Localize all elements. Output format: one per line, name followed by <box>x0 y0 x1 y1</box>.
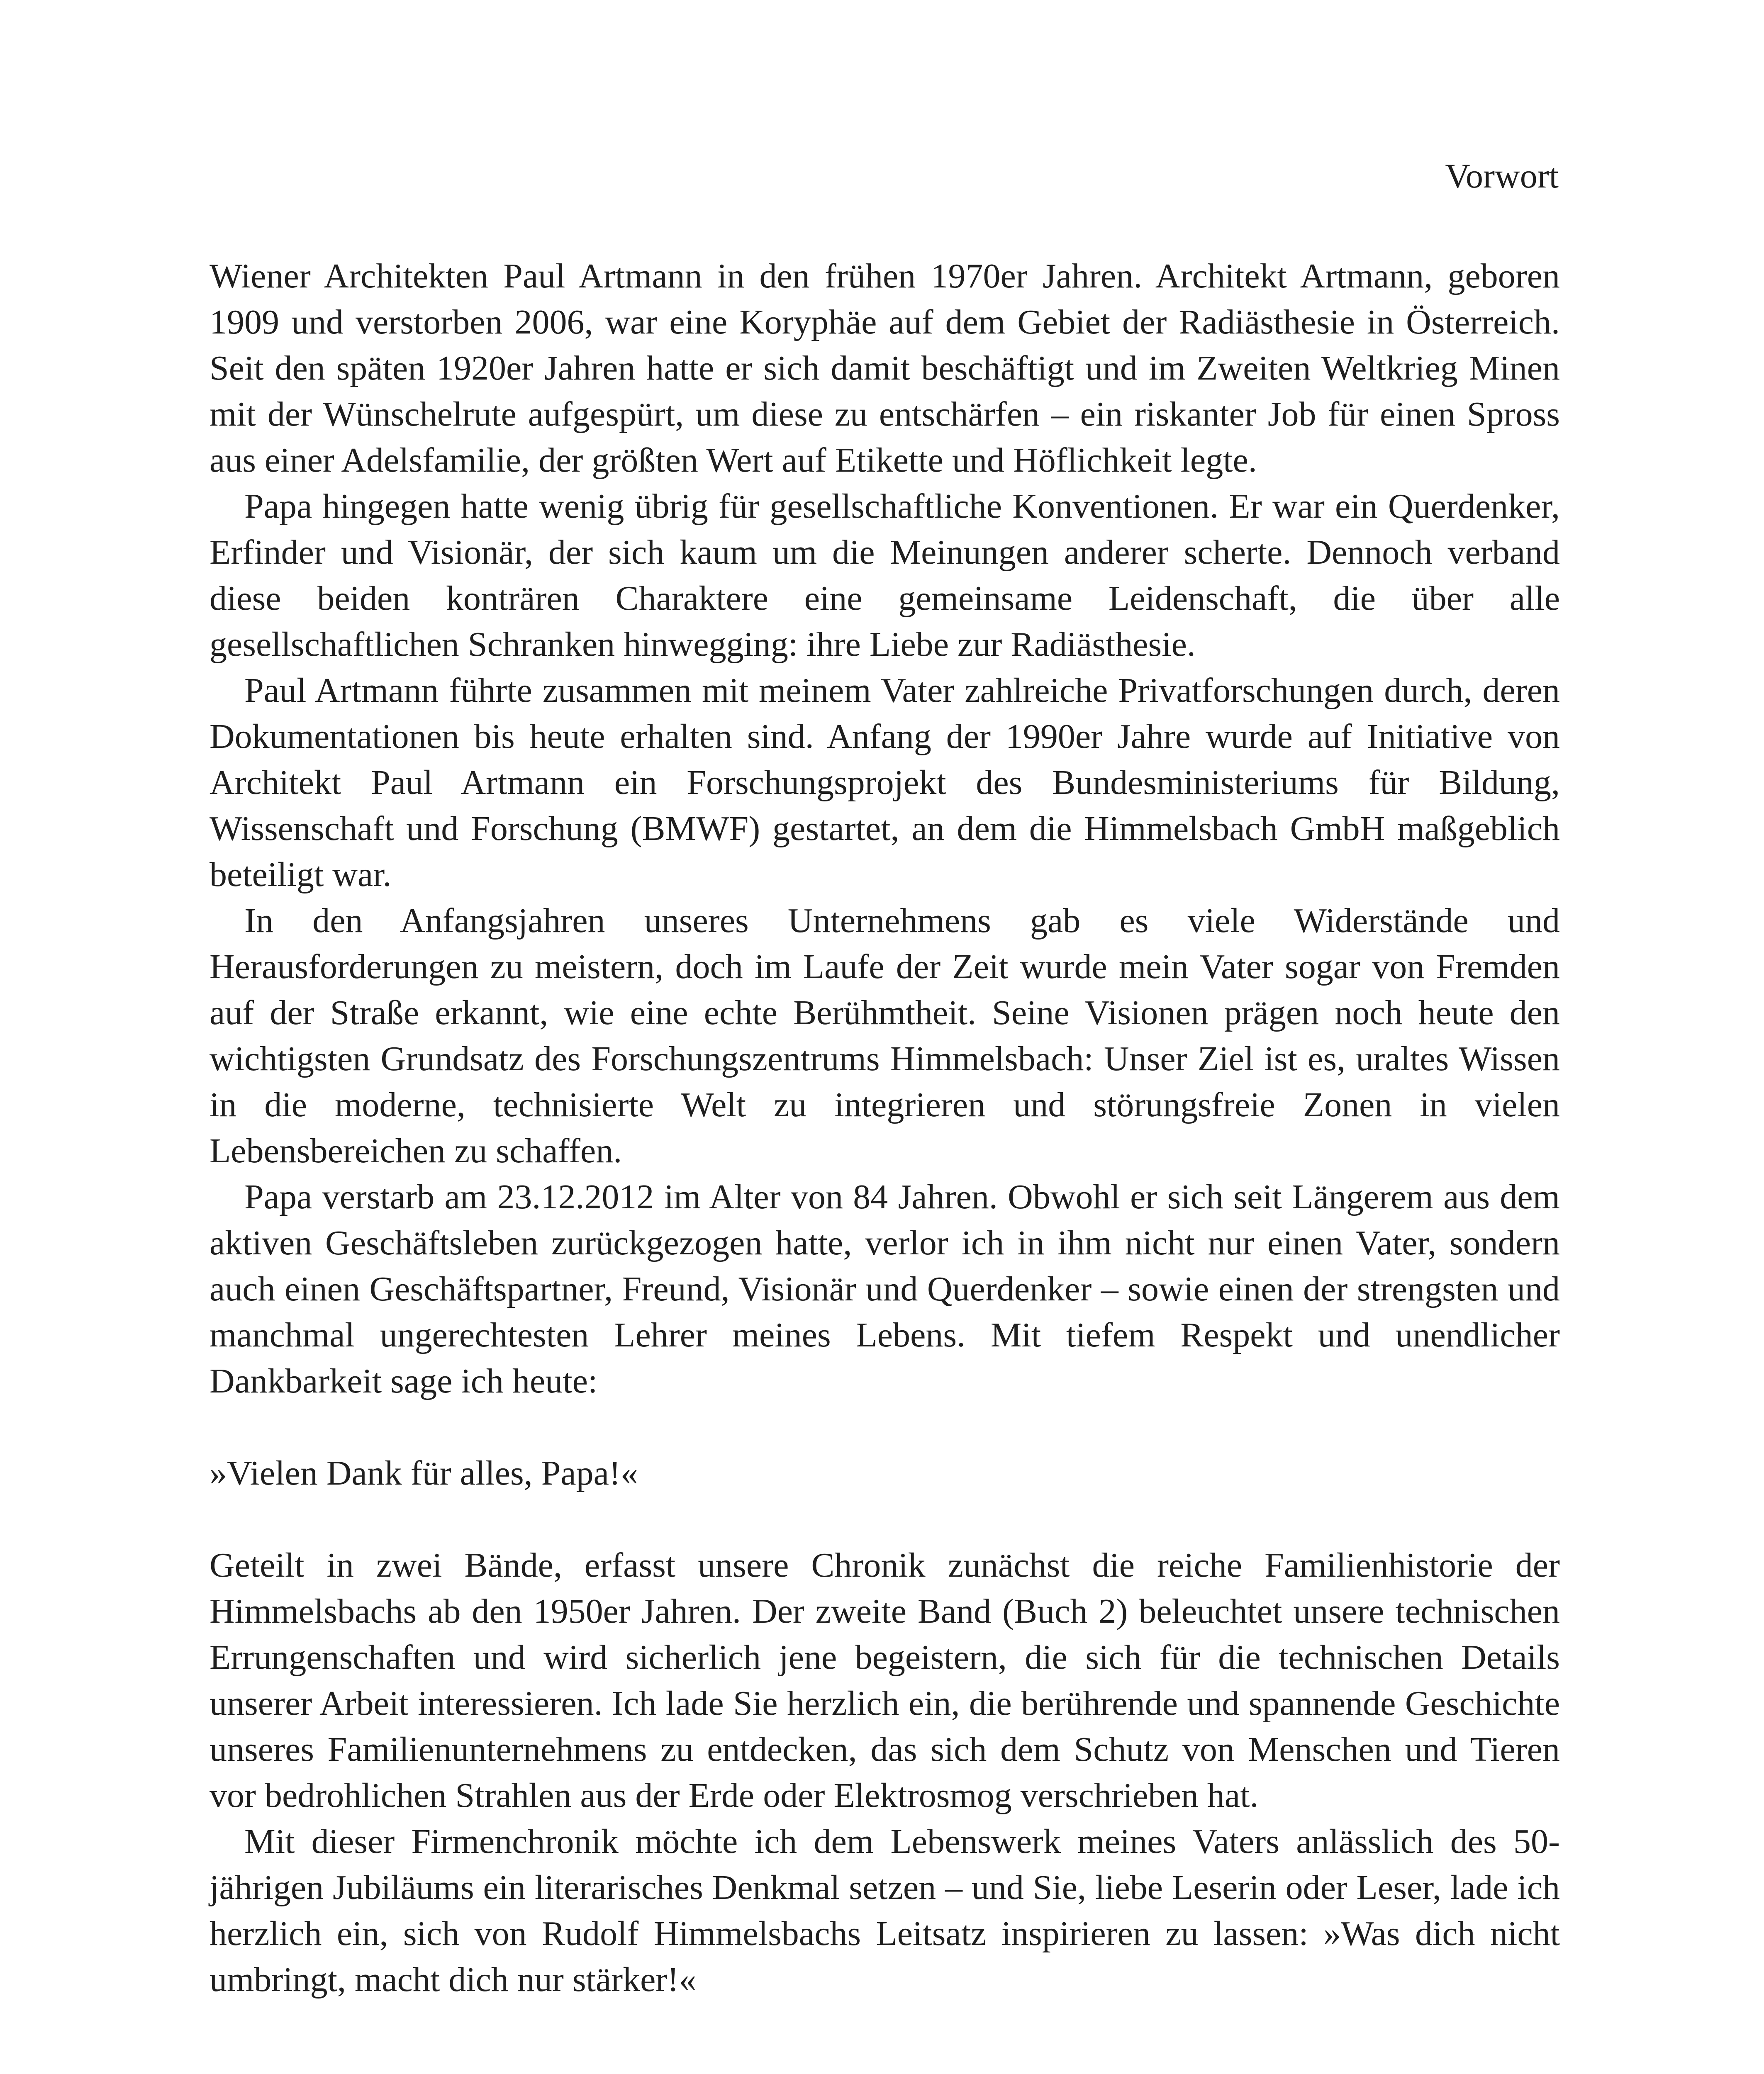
blank-line <box>210 1496 1560 1542</box>
paragraph: Papa verstarb am 23.12.2012 im Alter von 84 Jahren. Obwohl er sich seit Längerem aus dem aktiven Geschäftsleben zurückgezogen hatte, verlor ich in ihm nicht nur einen Vater, sondern auch einen Geschäftspartner, Freund, Visionär und Querdenker – sowie einen der strengsten und manchmal ungerechtesten Lehrer meines Lebens. Mit tiefem Respekt und unendlicher Dankbarkeit sage ich heute: <box>210 1178 1560 1400</box>
quote-line: »Vielen Dank für alles, Papa!« <box>210 1454 638 1492</box>
paragraph: Mit dieser Firmenchronik möchte ich dem Lebenswerk meines Vaters anlässlich des 50-jährigen Jubiläums ein literarisches Denkmal setzen – und Sie, liebe Leserin oder Leser, lade ich herzlich ein, sich von Rudolf Himmelsbachs Leitsatz inspirieren zu lassen: »Was dich nicht umbringt, macht dich nur stärker!« <box>210 1822 1560 1999</box>
blank-line <box>210 1404 1560 1450</box>
running-head: Vorwort <box>1445 157 1559 195</box>
paragraph: In den Anfangsjahren unseres Unternehmens gab es viele Widerstände und Herausforderungen zu meistern, doch im Laufe der Zeit wurde mein Vater sogar von Fremden auf der Straße erkannt, wie eine echte Berühmtheit. Seine Visionen prägen noch heute den wichtigsten Grundsatz des Forschungszentrums Himmelsbach: Unser Ziel ist es, uraltes Wissen in die moderne, technisierte Welt zu integrieren und störungsfreie Zonen in vielen Lebensbereichen zu schaffen. <box>210 901 1560 1170</box>
paragraph: Geteilt in zwei Bände, erfasst unsere Chronik zunächst die reiche Familienhistorie der Himmelsbachs ab den 1950er Jahren. Der zweite Band (Buch 2) beleuchtet unsere technischen Errungenschaften und wird sicherlich jene begeistern, die sich für die technischen Details unserer Arbeit interessieren. Ich lade Sie herzlich ein, die berührende und spannende Geschichte unseres Familienunternehmens zu entdecken, das sich dem Schutz von Menschen und Tieren vor bedrohlichen Strahlen aus der Erde oder Elektrosmog verschrieben hat. <box>210 1546 1560 1815</box>
body-text <box>210 253 1560 2003</box>
paragraph: Papa hingegen hatte wenig übrig für gesellschaftliche Konventionen. Er war ein Querdenker, Erfinder und Visionär, der sich kaum um die Meinungen anderer scherte. Dennoch verband diese beiden konträren Charaktere eine gemeinsame Leidenschaft, die über alle gesellschaftlichen Schranken hinwegging: ihre Liebe zur Radiästhesie. <box>210 487 1560 664</box>
paragraph-continuation: Wiener Architekten Paul Artmann in den frühen 1970er Jahren. Architekt Artmann, geboren 1909 und verstorben 2006, war eine Koryphäe auf dem Gebiet der Radiästhesie in Österreich. Seit den späten 1920er Jahren hatte er sich damit beschäftigt und im Zweiten Weltkrieg Minen mit der Wünschelrute aufgespürt, um diese zu entschärfen – ein riskanter Job für einen Spross aus einer Adelsfamilie, der größten Wert auf Etikette und Höflichkeit legte. <box>210 257 1560 480</box>
paragraph: Paul Artmann führte zusammen mit meinem Vater zahlreiche Privatforschungen durch, deren Dokumentationen bis heute erhalten sind. Anfang der 1990er Jahre wurde auf Initiative von Architekt Paul Artmann ein Forschungsprojekt des Bundesministeriums für Bildung, Wissenschaft und Forschung (BMWF) gestartet, an dem die Himmelsbach GmbH maßgeblich beteiligt war. <box>210 671 1560 894</box>
